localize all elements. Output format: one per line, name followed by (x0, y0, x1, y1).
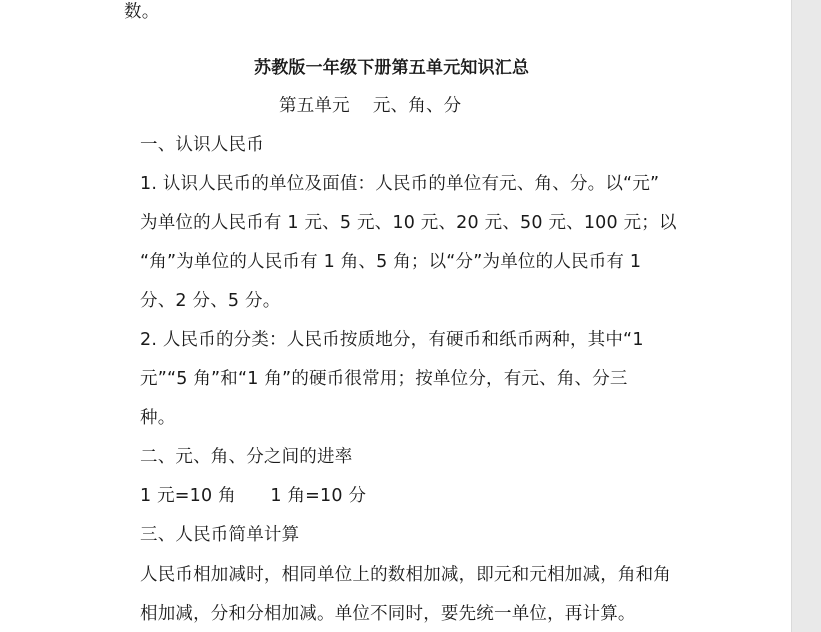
vertical-scrollbar[interactable] (791, 0, 821, 632)
paragraph-line: “角”为单位的人民币有 1 角、5 角；以“分”为单位的人民币有 1 (140, 252, 642, 272)
unit-heading: 第五单元 元、角、分 (279, 96, 462, 116)
paragraph-line: 元”“5 角”和“1 角”的硬币很常用；按单位分，有元、角、分三 (140, 369, 628, 389)
paragraph-line: 人民币相加减时，相同单位上的数相加减，即元和元相加减，角和角 (140, 565, 671, 585)
previous-page-tail: 数。 (124, 2, 160, 22)
paragraph-line: 2. 人民币的分类：人民币按质地分，有硬币和纸币两种，其中“1 (140, 330, 644, 350)
paragraph-line: 相加减，分和分相加减。单位不同时，要先统一单位，再计算。 (140, 604, 636, 624)
paragraph-line: 种。 (140, 408, 176, 428)
section-heading-3: 三、人民币简单计算 (140, 525, 300, 545)
paragraph-line: 分、2 分、5 分。 (140, 291, 281, 311)
section-heading-1: 一、认识人民币 (140, 135, 264, 155)
conversion-rates: 1 元=10 角 1 角=10 分 (140, 486, 367, 506)
paragraph-line: 1. 认识人民币的单位及面值：人民币的单位有元、角、分。以“元” (140, 174, 660, 194)
document-title: 苏教版一年级下册第五单元知识汇总 (254, 58, 530, 78)
section-heading-2: 二、元、角、分之间的进率 (140, 447, 353, 467)
paragraph-line: 为单位的人民币有 1 元、5 元、10 元、20 元、50 元、100 元；以 (140, 213, 677, 233)
